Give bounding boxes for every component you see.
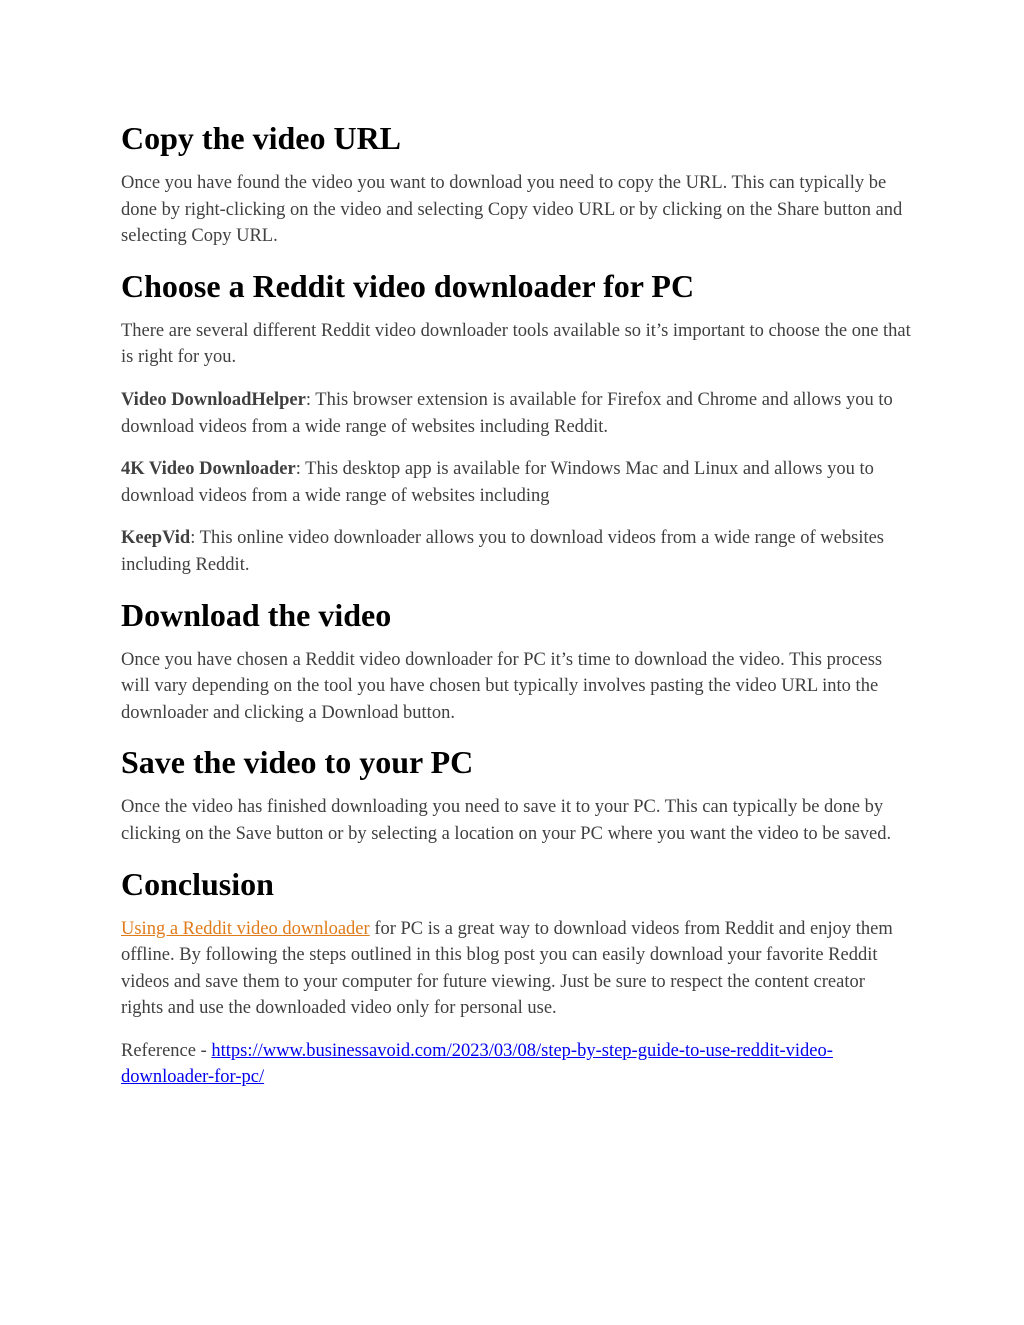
paragraph-copy-video-url: Once you have found the video you want to download you need to copy the URL. This can typically be done by right-clicking on the video and selecting Copy video URL or by clicking on the Share button and selecting Copy URL. bbox=[121, 173, 903, 247]
reddit-downloader-link[interactable]: Using a Reddit video downloader bbox=[121, 918, 370, 939]
tool-description: : This online video downloader allows you to download videos from a wide range of websites including Reddit. bbox=[121, 528, 885, 575]
tool-name: 4K Video Downloader bbox=[121, 459, 296, 480]
reference-link[interactable]: https://www.businessavoid.com/2023/03/08/step-by-step-guide-to-use-reddit-video-downloader-for-pc/ bbox=[121, 1040, 833, 1088]
heading-choose-downloader: Choose a Reddit video downloader for PC bbox=[121, 267, 695, 304]
conclusion-text: for PC is a great way to download videos from Reddit and enjoy them offline. By following the steps outlined in this blog post you can easily download your favorite Reddit videos and save them to your computer for future viewing. Just be sure to respect the content creator rights and use the downloaded video only for personal use. bbox=[121, 918, 893, 1019]
paragraph-choose-intro: There are several different Reddit video downloader tools available so it’s important to choose the one that is right for you. bbox=[121, 320, 911, 368]
heading-copy-video-url: Copy the video URL bbox=[121, 120, 402, 156]
tool-name: Video DownloadHelper bbox=[121, 389, 306, 410]
tool-item bbox=[121, 387, 911, 440]
heading-conclusion: Conclusion bbox=[121, 865, 274, 902]
paragraph-conclusion bbox=[121, 916, 911, 1022]
heading-save-video: Save the video to your PC bbox=[121, 744, 474, 781]
tool-item bbox=[121, 456, 911, 509]
reference-label: Reference - bbox=[121, 1040, 212, 1061]
tool-item bbox=[121, 525, 911, 578]
paragraph-download-video: Once you have chosen a Reddit video downloader for PC it’s time to download the video. This process will vary depending on the tool you have chosen but typically involves pasting the video URL into the downloader and clicking a Download button. bbox=[121, 649, 883, 723]
tool-description: : This desktop app is available for Windows Mac and Linux and allows you to download videos from a wide range of websites including bbox=[121, 459, 874, 506]
document-page bbox=[121, 118, 911, 1107]
paragraph-reference bbox=[121, 1038, 911, 1091]
tool-name: KeepVid bbox=[121, 528, 191, 549]
tool-description: : This browser extension is available for Firefox and Chrome and allows you to download videos from a wide range of websites including Reddit. bbox=[121, 389, 893, 437]
heading-download-video: Download the video bbox=[121, 596, 392, 633]
paragraph-save-video: Once the video has finished downloading you need to save it to your PC. This can typically be done by clicking on the Save button or by selecting a location on your PC where you want the video to be saved. bbox=[121, 797, 892, 844]
